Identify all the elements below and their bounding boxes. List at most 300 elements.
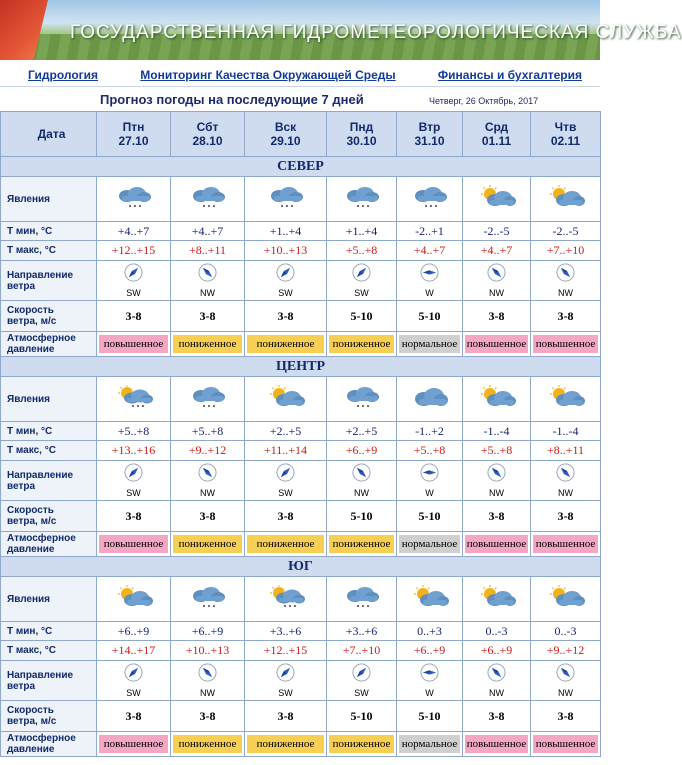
tmax-row (1, 241, 601, 261)
tmin-label (1, 422, 97, 441)
day-header (245, 112, 327, 157)
tmax-label (1, 641, 97, 661)
nav-link-hydrology[interactable]: Гидрология (28, 68, 99, 82)
pressure-badge: повышенное (465, 535, 528, 553)
sun-cloud-icon (266, 396, 306, 413)
pressure-label (1, 732, 97, 757)
tmin-value: 0..+3 (397, 622, 463, 641)
pressure-cell (463, 332, 531, 357)
wind-direction-text: W (425, 688, 434, 698)
sun-cloud-icon (546, 596, 586, 613)
wind-direction-cell (531, 261, 601, 301)
wind-speed-value: 5-10 (327, 501, 397, 532)
pressure-badge: повышенное (99, 335, 168, 353)
tmin-value: +1..+4 (327, 222, 397, 241)
date-header-row (1, 112, 601, 157)
cloud-snow-icon (188, 596, 228, 613)
wind-speed-value: 3-8 (245, 301, 327, 332)
region-row (1, 557, 601, 577)
wind-direction-text: SW (126, 288, 141, 298)
phenomena-cell (397, 577, 463, 622)
pressure-label-text-2: давление (7, 544, 55, 555)
tmin-value: -1..-4 (463, 422, 531, 441)
wind-speed-value: 3-8 (97, 301, 171, 332)
phenomena-cell (397, 177, 463, 222)
tmin-value: -1..+2 (397, 422, 463, 441)
tmax-value: +13..+16 (97, 441, 171, 461)
phenomena-cell (97, 177, 171, 222)
tmax-value: +8..+11 (171, 241, 245, 261)
wind-direction-label-text: Направление (7, 669, 74, 681)
wind-speed-row (1, 301, 601, 332)
tmax-value: +4..+7 (463, 241, 531, 261)
wind-direction-text: SW (278, 488, 293, 498)
wind-direction-text: SW (126, 488, 141, 498)
wind-direction (463, 663, 530, 698)
wind-direction (327, 263, 396, 298)
phenomena-cell (171, 377, 245, 422)
tmax-value: +7..+10 (531, 241, 601, 261)
phenomena-cell (245, 177, 327, 222)
day-date: 29.10 (270, 134, 301, 148)
wind-direction-text: W (425, 488, 434, 498)
pressure-cell (327, 332, 397, 357)
day-header (327, 112, 397, 157)
pressure-badge: пониженное (173, 735, 242, 753)
top-nav (0, 60, 600, 87)
wind-speed-label (1, 301, 97, 332)
tmin-label (1, 222, 97, 241)
wind-direction-label-text: Направление (7, 469, 74, 481)
tmax-value: +5..+8 (327, 241, 397, 261)
wind-speed-label-text: Скорость (7, 305, 54, 316)
cloud-snow-icon (342, 196, 382, 213)
pressure-label-text-2: давление (7, 344, 55, 355)
wind-direction (97, 663, 170, 698)
tmin-value: 0..-3 (531, 622, 601, 641)
wind-direction-text: NW (558, 488, 573, 498)
compass-icon (352, 663, 371, 687)
day-date: 30.10 (346, 134, 377, 148)
sun-cloud-icon (477, 196, 517, 213)
wind-speed-value: 3-8 (245, 701, 327, 732)
phenomena-label-text: Явления (7, 393, 51, 405)
tmin-value: +6..+9 (97, 622, 171, 641)
wind-direction-text: SW (278, 288, 293, 298)
phenomena-cell (463, 377, 531, 422)
compass-icon (556, 663, 575, 687)
wind-direction-cell (531, 461, 601, 501)
wind-direction-text: NW (489, 688, 504, 698)
tmax-row (1, 441, 601, 461)
wind-direction (97, 463, 170, 498)
phenomena-cell (531, 177, 601, 222)
wind-direction-label (1, 461, 97, 501)
wind-speed-value: 3-8 (463, 701, 531, 732)
compass-icon (352, 263, 371, 287)
wind-speed-value: 5-10 (397, 501, 463, 532)
pressure-cell (531, 532, 601, 557)
phenomena-cell (327, 177, 397, 222)
tmin-value: -2..-5 (531, 222, 601, 241)
pressure-row (1, 532, 601, 557)
pressure-cell (245, 532, 327, 557)
tmax-value: +12..+15 (97, 241, 171, 261)
phenomena-cell (245, 577, 327, 622)
tmin-value: +4..+7 (97, 222, 171, 241)
pressure-badge: пониженное (173, 535, 242, 553)
wind-speed-value: 5-10 (397, 301, 463, 332)
day-date: 31.10 (414, 134, 445, 148)
tmax-label (1, 441, 97, 461)
tmin-value: -1..-4 (531, 422, 601, 441)
wind-direction-label-text-2: ветра (7, 280, 36, 292)
pressure-badge: нормальное (399, 735, 460, 753)
wind-direction (97, 263, 170, 298)
pressure-badge: пониженное (247, 535, 324, 553)
forecast-title: Прогноз погоды на последующие 7 дней (100, 92, 364, 107)
pressure-badge: пониженное (329, 335, 394, 353)
wind-direction (531, 663, 600, 698)
tmax-value: +6..+9 (463, 641, 531, 661)
pressure-badge: повышенное (533, 735, 598, 753)
day-name: Пнд (349, 120, 374, 134)
wind-direction-cell (531, 661, 601, 701)
wind-speed-label (1, 501, 97, 532)
date-header-label: Дата (1, 112, 97, 157)
tmax-value: +4..+7 (397, 241, 463, 261)
tmin-label-text: Т мин, °С (7, 425, 53, 437)
wind-direction-cell (245, 461, 327, 501)
wind-speed-value: 3-8 (171, 301, 245, 332)
wind-direction-cell (397, 461, 463, 501)
wind-direction (327, 663, 396, 698)
compass-icon (420, 463, 439, 487)
compass-icon (124, 663, 143, 687)
phenomena-cell (463, 177, 531, 222)
wind-direction (245, 463, 326, 498)
phenomena-label-text: Явления (7, 593, 51, 605)
compass-icon (556, 463, 575, 487)
day-header (171, 112, 245, 157)
wind-speed-value: 3-8 (463, 501, 531, 532)
day-date: 02.11 (550, 134, 581, 148)
sun-cloud-snow-icon (266, 596, 306, 613)
compass-icon (487, 663, 506, 687)
day-header (463, 112, 531, 157)
day-name: Сбт (196, 120, 219, 134)
wind-direction-text: SW (126, 688, 141, 698)
wind-direction-text: NW (200, 288, 215, 298)
wind-speed-value: 5-10 (327, 301, 397, 332)
wind-direction-label-text: Направление (7, 269, 74, 281)
phenomena-cell (327, 577, 397, 622)
pressure-badge: пониженное (247, 735, 324, 753)
tmin-label (1, 622, 97, 641)
wind-speed-value: 3-8 (97, 501, 171, 532)
tmin-value: +2..+5 (327, 422, 397, 441)
pressure-cell (245, 332, 327, 357)
cloud-snow-icon (266, 196, 306, 213)
pressure-badge: пониженное (173, 335, 242, 353)
wind-direction-text: NW (200, 488, 215, 498)
cloud-snow-icon (114, 196, 154, 213)
pressure-badge: повышенное (99, 735, 168, 753)
tmin-value: -2..+1 (397, 222, 463, 241)
wind-speed-row (1, 501, 601, 532)
phenomena-cell (97, 377, 171, 422)
sun-cloud-icon (546, 396, 586, 413)
pressure-badge: пониженное (247, 335, 324, 353)
wind-direction (531, 263, 600, 298)
forecast-header (0, 87, 600, 111)
wind-direction-text: NW (558, 688, 573, 698)
day-name: Втр (418, 120, 441, 134)
tmin-label-text: Т мин, °С (7, 625, 53, 637)
wind-direction-label (1, 261, 97, 301)
wind-speed-row (1, 701, 601, 732)
pressure-cell (463, 732, 531, 757)
phenomena-cell (397, 377, 463, 422)
tmin-value: +6..+9 (171, 622, 245, 641)
pressure-cell (327, 532, 397, 557)
phenomena-row (1, 577, 601, 622)
cloud-snow-icon (410, 196, 450, 213)
day-date: 28.10 (192, 134, 223, 148)
tmax-value: +10..+13 (245, 241, 327, 261)
wind-speed-label-text: Скорость (7, 505, 54, 516)
wind-direction-cell (97, 261, 171, 301)
pressure-label (1, 332, 97, 357)
day-name: Чтв (554, 120, 577, 134)
wind-direction-text: NW (489, 288, 504, 298)
day-date: 01.11 (481, 134, 512, 148)
phenomena-label-text: Явления (7, 193, 51, 205)
site-title: ГОСУДАРСТВЕННАЯ ГИДРОМЕТЕОРОЛОГИЧЕСКАЯ СЛУЖБА (70, 22, 682, 43)
sun-cloud-icon (410, 596, 450, 613)
wind-direction-cell (463, 461, 531, 501)
cloud-snow-icon (342, 396, 382, 413)
sun-cloud-snow-icon (114, 396, 154, 413)
wind-speed-label-text: Скорость (7, 705, 54, 716)
tmax-value: +8..+11 (531, 441, 601, 461)
compass-icon (487, 263, 506, 287)
phenomena-row (1, 177, 601, 222)
pressure-cell (397, 332, 463, 357)
tmax-value: +6..+9 (397, 641, 463, 661)
wind-direction (171, 663, 244, 698)
day-name: Птн (122, 120, 145, 134)
wind-speed-value: 5-10 (327, 701, 397, 732)
wind-direction (171, 463, 244, 498)
sun-cloud-icon (477, 396, 517, 413)
pressure-row (1, 332, 601, 357)
wind-speed-label-text-2: ветра, м/с (7, 316, 57, 327)
pressure-badge: повышенное (99, 535, 168, 553)
pressure-badge: повышенное (533, 335, 598, 353)
wind-direction-text: NW (558, 288, 573, 298)
region-row (1, 157, 601, 177)
tmax-value: +5..+8 (397, 441, 463, 461)
pressure-label-text: Атмосферное (7, 533, 76, 544)
pressure-badge: пониженное (329, 735, 394, 753)
cloud-icon (410, 396, 450, 413)
pressure-badge: повышенное (465, 735, 528, 753)
phenomena-cell (171, 177, 245, 222)
wind-direction-text: W (425, 288, 434, 298)
phenomena-label (1, 377, 97, 422)
tmin-value: 0..-3 (463, 622, 531, 641)
compass-icon (352, 463, 371, 487)
compass-icon (124, 263, 143, 287)
wind-speed-value: 3-8 (171, 701, 245, 732)
wind-direction-cell (463, 661, 531, 701)
day-header (531, 112, 601, 157)
pressure-cell (531, 732, 601, 757)
tmax-value: +9..+12 (171, 441, 245, 461)
pressure-row (1, 732, 601, 757)
wind-direction-cell (171, 261, 245, 301)
tmax-value: +9..+12 (531, 641, 601, 661)
wind-direction-row (1, 261, 601, 301)
pressure-label-text: Атмосферное (7, 333, 76, 344)
compass-icon (420, 663, 439, 687)
phenomena-cell (245, 377, 327, 422)
wind-speed-value: 3-8 (171, 501, 245, 532)
wind-direction (327, 463, 396, 498)
pressure-cell (171, 532, 245, 557)
pressure-badge: нормальное (399, 335, 460, 353)
phenomena-cell (531, 577, 601, 622)
compass-icon (198, 463, 217, 487)
wind-direction-text: NW (200, 688, 215, 698)
wind-direction (531, 463, 600, 498)
wind-direction-text: NW (354, 488, 369, 498)
day-header (397, 112, 463, 157)
wind-direction (397, 663, 462, 698)
pressure-cell (245, 732, 327, 757)
tmin-value: +4..+7 (171, 222, 245, 241)
wind-direction-row (1, 661, 601, 701)
tmax-value: +6..+9 (327, 441, 397, 461)
wind-speed-value: 3-8 (531, 301, 601, 332)
wind-speed-value: 3-8 (531, 501, 601, 532)
tmin-value: -2..-5 (463, 222, 531, 241)
tmax-value: +7..+10 (327, 641, 397, 661)
wind-speed-label-text-2: ветра, м/с (7, 516, 57, 527)
pressure-cell (531, 332, 601, 357)
phenomena-cell (171, 577, 245, 622)
wind-direction-label-text-2: ветра (7, 680, 36, 692)
phenomena-cell (463, 577, 531, 622)
wind-direction (463, 463, 530, 498)
wind-direction-text: NW (489, 488, 504, 498)
compass-icon (556, 263, 575, 287)
pressure-cell (97, 532, 171, 557)
wind-speed-label-text-2: ветра, м/с (7, 716, 57, 727)
compass-icon (198, 663, 217, 687)
wind-direction-cell (327, 661, 397, 701)
wind-direction-text: SW (354, 288, 369, 298)
nav-link-environment-monitoring[interactable]: Мониторинг Качества Окружающей Среды (140, 68, 396, 82)
region-name: СЕВЕР (1, 157, 601, 177)
pressure-label-text-2: давление (7, 744, 55, 755)
wind-speed-value: 5-10 (397, 701, 463, 732)
tmin-value: +5..+8 (171, 422, 245, 441)
sun-cloud-icon (477, 596, 517, 613)
pressure-cell (397, 732, 463, 757)
sun-cloud-icon (114, 596, 154, 613)
cloud-snow-icon (188, 396, 228, 413)
nav-link-finance[interactable]: Финансы и бухгалтерия (437, 68, 582, 82)
compass-icon (420, 263, 439, 287)
tmin-value: +1..+4 (245, 222, 327, 241)
forecast-date: Четверг, 26 Октябрь, 2017 (429, 96, 539, 106)
tmin-row (1, 422, 601, 441)
tmax-label-text: Т макс, °С (7, 645, 56, 656)
day-name: Вск (274, 120, 297, 134)
wind-direction-cell (171, 661, 245, 701)
wind-direction-text: SW (278, 688, 293, 698)
phenomena-cell (97, 577, 171, 622)
compass-icon (276, 463, 295, 487)
phenomena-label (1, 577, 97, 622)
phenomena-row (1, 377, 601, 422)
wind-direction (245, 663, 326, 698)
pressure-cell (171, 332, 245, 357)
tmax-value: +5..+8 (463, 441, 531, 461)
pressure-cell (97, 732, 171, 757)
pressure-badge: повышенное (465, 335, 528, 353)
wind-direction-cell (97, 461, 171, 501)
wind-direction-cell (171, 461, 245, 501)
compass-icon (276, 263, 295, 287)
wind-direction-cell (397, 261, 463, 301)
pressure-label-text: Атмосферное (7, 733, 76, 744)
wind-direction-cell (463, 261, 531, 301)
tmax-value: +11..+14 (245, 441, 327, 461)
tmax-value: +10..+13 (171, 641, 245, 661)
pressure-cell (463, 532, 531, 557)
region-name: ЦЕНТР (1, 357, 601, 377)
wind-direction-cell (397, 661, 463, 701)
sun-cloud-icon (546, 196, 586, 213)
wind-direction (397, 463, 462, 498)
compass-icon (198, 263, 217, 287)
pressure-cell (397, 532, 463, 557)
tmax-label (1, 241, 97, 261)
site-banner (0, 0, 682, 60)
wind-direction-text: SW (354, 688, 369, 698)
pressure-cell (171, 732, 245, 757)
day-date: 27.10 (118, 134, 149, 148)
tmin-value: +3..+6 (245, 622, 327, 641)
wind-direction-row (1, 461, 601, 501)
forecast-table (0, 111, 601, 757)
tmin-row (1, 622, 601, 641)
tmax-label-text: Т макс, °С (7, 245, 56, 256)
pressure-badge: пониженное (329, 535, 394, 553)
pressure-cell (327, 732, 397, 757)
wind-direction-cell (327, 461, 397, 501)
wind-speed-value: 3-8 (245, 501, 327, 532)
wind-speed-value: 3-8 (97, 701, 171, 732)
pressure-badge: нормальное (399, 535, 460, 553)
wind-direction (397, 263, 462, 298)
day-header (97, 112, 171, 157)
phenomena-cell (531, 377, 601, 422)
cloud-snow-icon (188, 196, 228, 213)
